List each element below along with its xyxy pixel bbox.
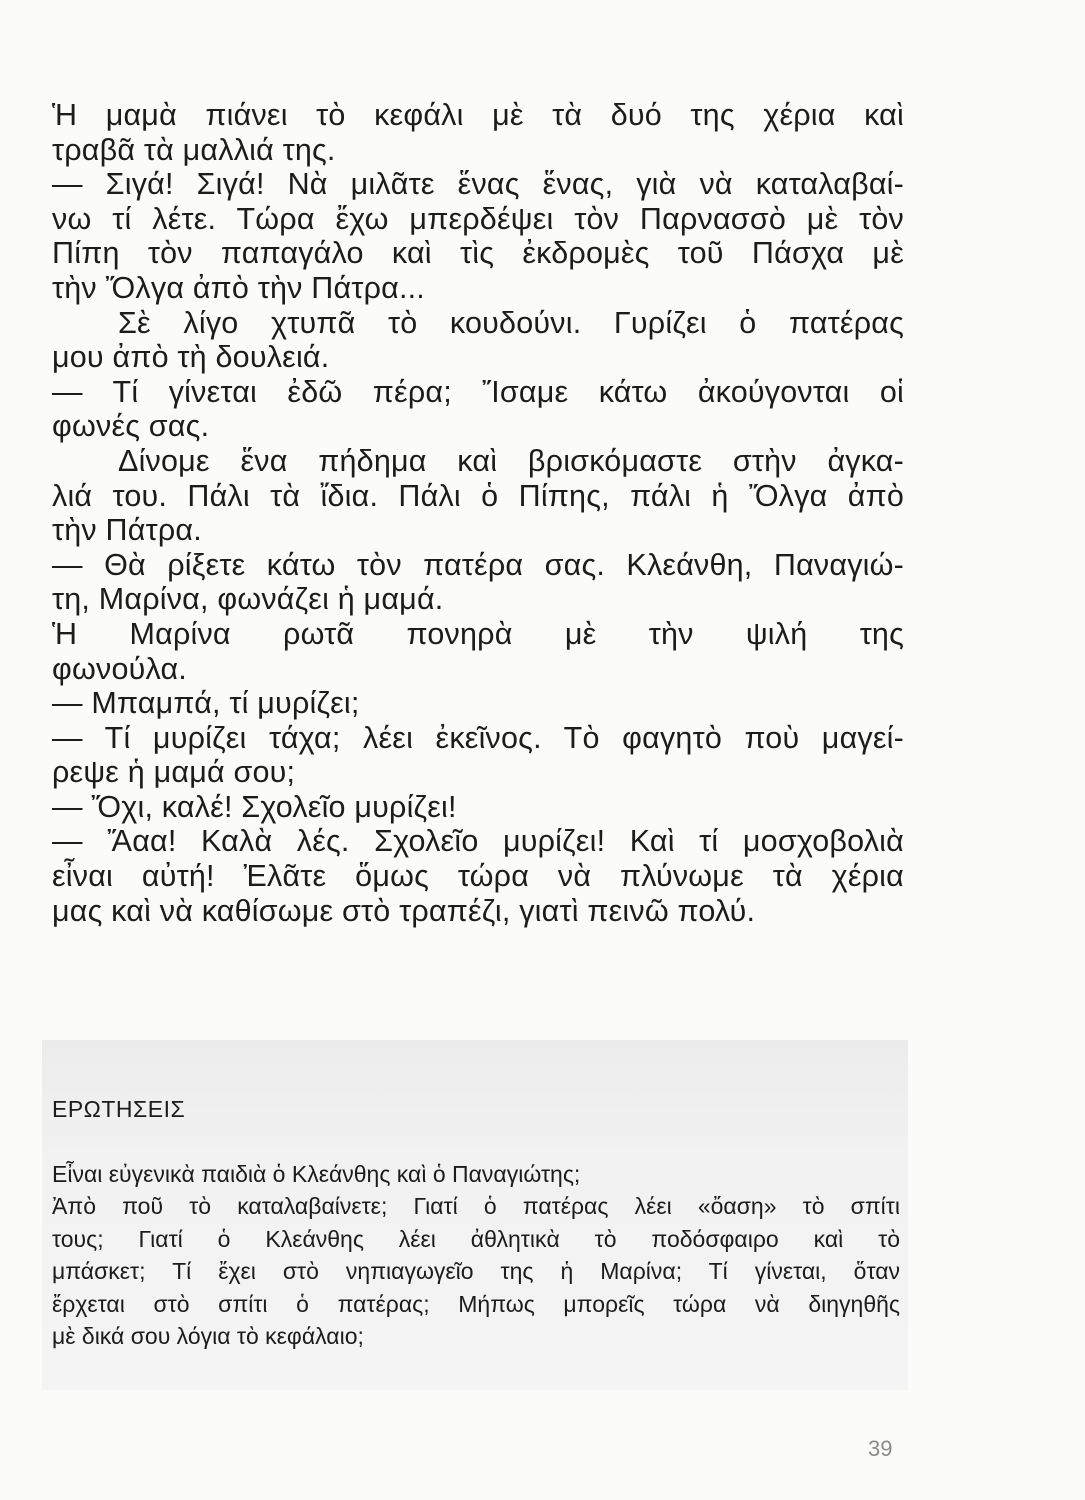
story-line: — Σιγά! Σιγά! Νὰ μιλᾶτε ἕνας ἕνας, γιὰ νὰ καταλαβαί- xyxy=(52,167,904,202)
story-line: Δίνομε ἕνα πήδημα καὶ βρισκόμαστε στὴν ἀγκα- xyxy=(118,443,904,478)
story-line: τραβᾶ τὰ μαλλιά της. xyxy=(52,132,336,167)
story-line: τὴν Πάτρα. xyxy=(52,513,202,548)
story-line: ρεψε ἡ μαμά σου; xyxy=(52,755,296,790)
story-line: μας καὶ νὰ καθίσωμε στὸ τραπέζι, γιατὶ πεινῶ πολύ. xyxy=(52,893,756,928)
question-line: Εἶναι εὐγενικὰ παιδιὰ ὁ Κλεάνθης καὶ ὁ Παναγιώτης; xyxy=(52,1161,581,1187)
question-line: μὲ δικά σου λόγια τὸ κεφάλαιο; xyxy=(52,1322,364,1349)
questions-text xyxy=(52,1158,900,1352)
story-text xyxy=(52,98,904,928)
story-line: τη, Μαρίνα, φωνάζει ἡ μαμά. xyxy=(52,582,444,617)
story-line: — Μπαμπά, τί μυρίζει; xyxy=(52,686,360,721)
story-line: τὴν Ὄλγα ἀπὸ τὴν Πάτρα... xyxy=(52,270,425,305)
questions-heading: ΕΡΩΤΗΣΕΙΣ xyxy=(52,1096,186,1122)
story-line: εἶναι αὐτή! Ἐλᾶτε ὅμως τώρα νὰ πλύνωμε τὰ χέρια xyxy=(52,859,904,894)
question-line: ἔρχεται στὸ σπίτι ὁ πατέρας; Μήπως μπορεῖς τώρα νὰ διηγηθῆς xyxy=(52,1290,900,1317)
story-line: — Τί μυρίζει τάχα; λέει ἐκεῖνος. Τὸ φαγητὸ ποὺ μαγεί- xyxy=(52,720,904,755)
story-line: λιά του. Πάλι τὰ ἴδια. Πάλι ὁ Πίπης, πάλι ἡ Ὄλγα ἀπὸ xyxy=(52,478,904,513)
question-line: μπάσκετ; Τί ἔχει στὸ νηπιαγωγεῖο της ἡ Μαρίνα; Τί γίνεται, ὅταν xyxy=(52,1258,900,1285)
story-line: φωνές σας. xyxy=(52,409,210,444)
story-line: Σὲ λίγο χτυπᾶ τὸ κουδούνι. Γυρίζει ὁ πατέρας xyxy=(118,305,904,340)
story-line: — Ὄχι, καλέ! Σχολεῖο μυρίζει! xyxy=(52,789,457,824)
page-number: 39 xyxy=(868,1436,893,1461)
story-line: — Θὰ ρίξετε κάτω τὸν πατέρα σας. Κλεάνθη, Παναγιώ- xyxy=(52,547,904,582)
question-line: τους; Γιατί ὁ Κλεάνθης λέει ἀθλητικὰ τὸ ποδόσφαιρο καὶ τὸ xyxy=(52,1225,900,1252)
story-line: Ἡ Μαρίνα ρωτᾶ πονηρὰ μὲ τὴν ψιλή της xyxy=(52,616,904,651)
story-line: νω τί λέτε. Τώρα ἔχω μπερδέψει τὸν Παρνασσὸ μὲ τὸν xyxy=(52,201,904,236)
story-line: Ἡ μαμὰ πιάνει τὸ κεφάλι μὲ τὰ δυό της χέρια καὶ xyxy=(52,98,904,132)
story-line: μου ἀπὸ τὴ δουλειά. xyxy=(52,340,330,375)
question-line: Ἀπὸ ποῦ τὸ καταλαβαίνετε; Γιατί ὁ πατέρας λέει «ὄαση» τὸ σπίτι xyxy=(52,1193,900,1220)
story-line: — Ἄαα! Καλὰ λές. Σχολεῖο μυρίζει! Καὶ τί μοσχοβολιὰ xyxy=(52,824,904,859)
story-line: Πίπη τὸν παπαγάλο καὶ τὶς ἐκδρομὲς τοῦ Πάσχα μὲ xyxy=(52,236,904,271)
story-line: φωνούλα. xyxy=(52,651,187,686)
story-line: — Τί γίνεται ἐδῶ πέρα; Ἴσαμε κάτω ἀκούγονται οἱ xyxy=(52,374,904,409)
